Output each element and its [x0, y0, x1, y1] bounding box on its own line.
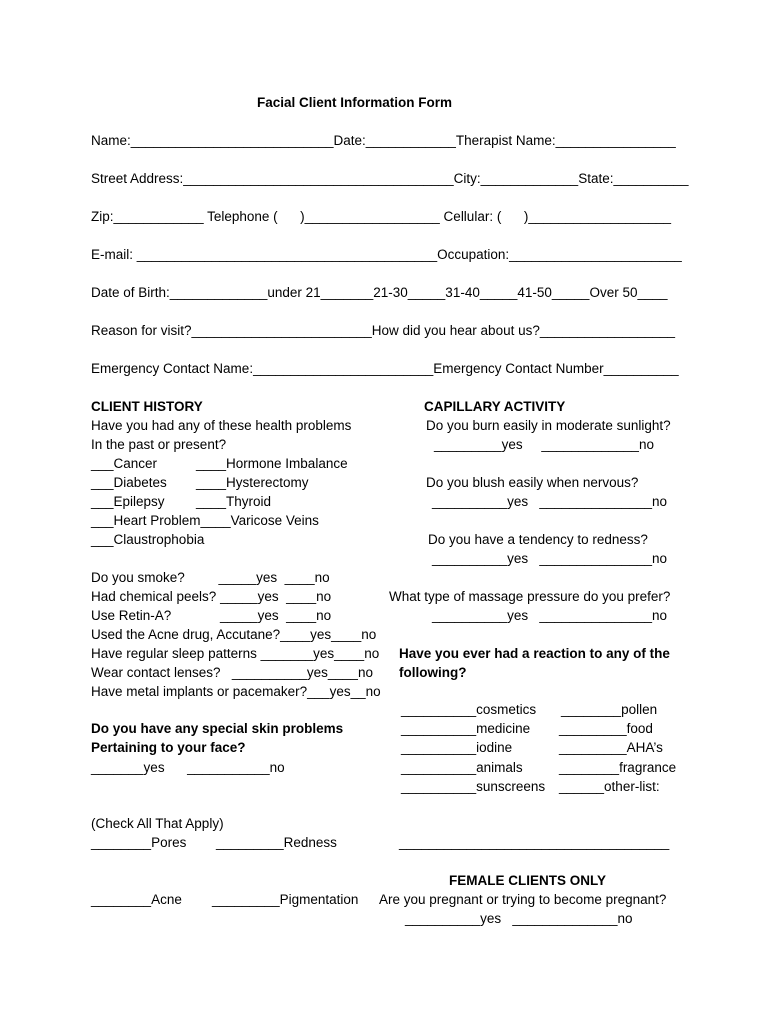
- special-skin-question-2: Pertaining to your face?: [91, 740, 246, 755]
- reaction-sunscreens[interactable]: __________sunscreens: [401, 779, 546, 794]
- massage-pressure-answer[interactable]: __________yes _______________no: [432, 608, 667, 623]
- check-cancer[interactable]: ___Cancer: [91, 456, 158, 471]
- smoke-question[interactable]: Do you smoke? _____yes ____no: [91, 570, 330, 585]
- reaction-question-2: following?: [399, 665, 467, 680]
- sunburn-question: Do you burn easily in moderate sunlight?: [426, 418, 671, 433]
- reaction-iodine[interactable]: __________iodine: [401, 740, 513, 755]
- check-epilepsy[interactable]: ___Epilepsy: [91, 494, 165, 509]
- health-problems-question-2: In the past or present?: [91, 437, 227, 452]
- zip-phone-line[interactable]: Zip:____________ Telephone ( )__________________ Cellular: ( )___________________: [91, 209, 671, 224]
- redness-question: Do you have a tendency to redness?: [428, 532, 648, 547]
- other-list-line[interactable]: ____________________________________: [399, 835, 670, 850]
- check-pores[interactable]: ________Pores: [91, 835, 187, 850]
- health-problems-question: Have you had any of these health problems: [91, 418, 352, 433]
- reaction-other-list[interactable]: ______other-list:: [559, 779, 660, 794]
- redness-answer[interactable]: __________yes _______________no: [432, 551, 667, 566]
- pregnant-question: Are you pregnant or trying to become pregnant?: [379, 892, 667, 907]
- reason-for-visit-line[interactable]: Reason for visit?________________________How did you hear about us?__________________: [91, 323, 675, 338]
- contact-lenses-question[interactable]: Wear contact lenses? __________yes____no: [91, 665, 373, 680]
- name-date-therapist-line[interactable]: Name:___________________________Date:____________Therapist Name:________________: [91, 133, 676, 148]
- reaction-question: Have you ever had a reaction to any of the: [399, 646, 670, 661]
- retin-a-question[interactable]: Use Retin-A? _____yes ____no: [91, 608, 332, 623]
- reaction-medicine[interactable]: __________medicine: [401, 721, 531, 736]
- chemical-peels-question[interactable]: Had chemical peels? _____yes ____no: [91, 589, 332, 604]
- reaction-ahas[interactable]: _________AHA’s: [559, 740, 663, 755]
- client-history-heading: CLIENT HISTORY: [91, 399, 203, 414]
- check-diabetes[interactable]: ___Diabetes: [91, 475, 167, 490]
- check-thyroid[interactable]: ____Thyroid: [196, 494, 272, 509]
- check-acne[interactable]: ________Acne: [91, 892, 182, 907]
- check-hysterectomy[interactable]: ____Hysterectomy: [196, 475, 309, 490]
- accutane-question[interactable]: Used the Acne drug, Accutane?____yes____no: [91, 627, 377, 642]
- check-claustrophobia[interactable]: ___Claustrophobia: [91, 532, 205, 547]
- emergency-contact-line[interactable]: Emergency Contact Name:________________________Emergency Contact Number__________: [91, 361, 679, 376]
- check-all-note: (Check All That Apply): [91, 816, 224, 831]
- reaction-fragrance[interactable]: ________fragrance: [559, 760, 677, 775]
- date-of-birth-line[interactable]: Date of Birth:_____________under 21_______21-30_____31-40_____41-50_____Over 50____: [91, 285, 668, 300]
- reaction-pollen[interactable]: ________pollen: [561, 702, 658, 717]
- sleep-patterns-question[interactable]: Have regular sleep patterns _______yes____no: [91, 646, 380, 661]
- address-line[interactable]: Street Address:____________________________________City:_____________State:__________: [91, 171, 689, 186]
- special-skin-answer[interactable]: _______yes ___________no: [91, 760, 285, 775]
- check-hormone-imbalance[interactable]: ____Hormone Imbalance: [196, 456, 348, 471]
- reaction-cosmetics[interactable]: __________cosmetics: [401, 702, 537, 717]
- pregnant-answer[interactable]: __________yes ______________no: [405, 911, 633, 926]
- check-redness[interactable]: _________Redness: [216, 835, 337, 850]
- check-heart-varicose[interactable]: ___Heart Problem____Varicose Veins: [91, 513, 319, 528]
- blush-question: Do you blush easily when nervous?: [426, 475, 639, 490]
- implants-question[interactable]: Have metal implants or pacemaker?___yes__no: [91, 684, 381, 699]
- reaction-animals[interactable]: __________animals: [401, 760, 523, 775]
- capillary-heading: CAPILLARY ACTIVITY: [424, 399, 566, 414]
- reaction-food[interactable]: _________food: [559, 721, 653, 736]
- email-occupation-line[interactable]: E-mail: ________________________________________Occupation:_______________________: [91, 247, 682, 262]
- female-clients-heading: FEMALE CLIENTS ONLY: [449, 873, 607, 888]
- sunburn-answer[interactable]: _________yes _____________no: [434, 437, 654, 452]
- blush-answer[interactable]: __________yes _______________no: [432, 494, 667, 509]
- special-skin-question: Do you have any special skin problems: [91, 721, 344, 736]
- form-title: Facial Client Information Form: [257, 95, 453, 110]
- massage-pressure-question: What type of massage pressure do you prefer?: [389, 589, 671, 604]
- check-pigmentation[interactable]: _________Pigmentation: [212, 892, 359, 907]
